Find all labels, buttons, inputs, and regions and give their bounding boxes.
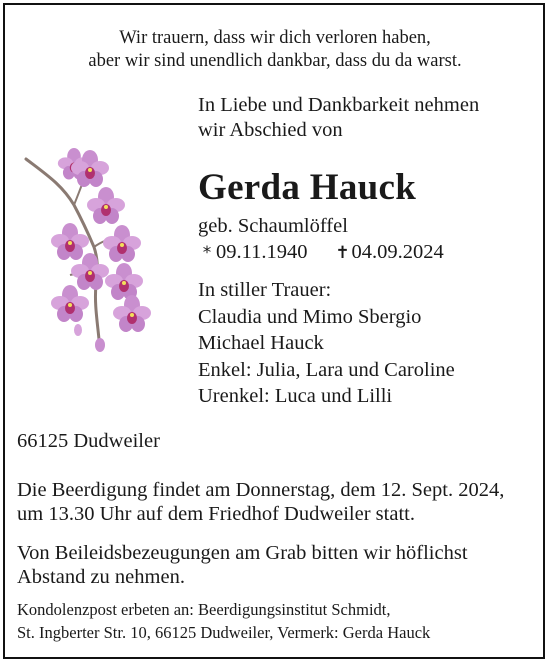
condolence-mail-line-2: St. Ingberter Str. 10, 66125 Dudweiler, Vermerk: Gerda Hauck	[17, 623, 431, 642]
life-dates	[198, 240, 444, 265]
mourner-line: Urenkel: Luca und Lilli	[198, 385, 393, 407]
condolence-request-line-1: Von Beileidsbezeugungen am Grab bitten wir höflichst	[17, 542, 468, 564]
death-date: 04.09.2024	[351, 241, 444, 263]
mourner-line: Michael Hauck	[198, 332, 324, 354]
mourner-line: Claudia und Mimo Sbergio	[198, 305, 422, 328]
mourner-line: Enkel: Julia, Lara und Caroline	[198, 358, 455, 381]
intro-line-1: In Liebe und Dankbarkeit nehmen	[198, 94, 480, 116]
birth-name: geb. Schaumlöffel	[198, 215, 348, 237]
deceased-name: Gerda Hauck	[198, 167, 417, 208]
star-icon: *	[202, 243, 212, 263]
motto-line-2: aber wir sind unendlich dankbar, dass du da warst.	[88, 51, 462, 71]
condolence-mail-line-1: Kondolenzpost erbeten an: Beerdigungsinstitut Schmidt,	[17, 600, 391, 619]
birth-date: 09.11.1940	[216, 241, 308, 263]
funeral-line-2: um 13.30 Uhr auf dem Friedhof Dudweiler statt.	[17, 503, 415, 525]
mourners-heading: In stiller Trauer:	[198, 279, 332, 301]
motto-line-1: Wir trauern, dass wir dich verloren haben,	[119, 28, 431, 48]
condolence-request-line-2: Abstand zu nehmen.	[17, 566, 185, 588]
cross-icon: ✝	[335, 243, 350, 263]
intro-line-2: wir Abschied von	[198, 119, 343, 141]
orchid-illustration	[22, 145, 157, 360]
location: 66125 Dudweiler	[17, 430, 160, 452]
mourners-block	[198, 277, 455, 410]
funeral-line-1: Die Beerdigung findet am Donnerstag, dem 12. Sept. 2024,	[17, 479, 505, 501]
